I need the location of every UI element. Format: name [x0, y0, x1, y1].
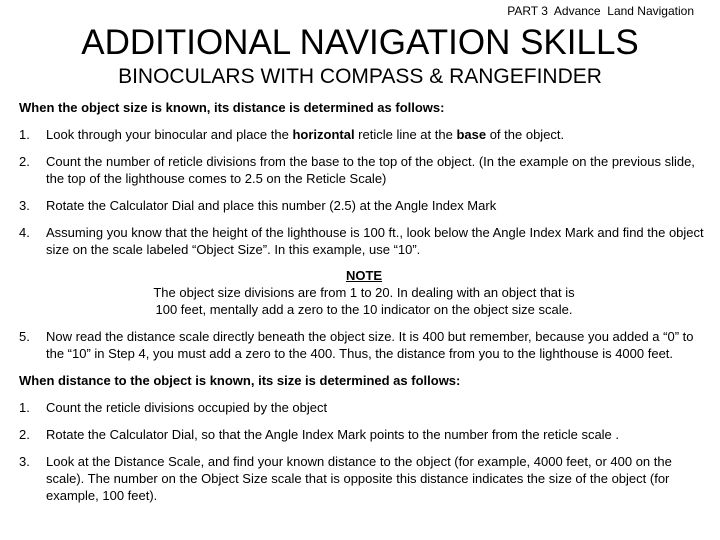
- slide-content: [19, 99, 709, 514]
- item-text: Now read the distance scale directly beneath the object size. It is 400 but remember, because you added a “0” to the “10” in Step 4, you must add a zero to the 400. Thus, the distance from you to the lighthouse is 4000 feet.: [46, 329, 694, 361]
- item-text: Count the reticle divisions occupied by the object: [46, 400, 328, 415]
- item-number: 3.: [19, 454, 30, 469]
- section-heading-known-distance: When distance to the object is known, its size is determined as follows:: [19, 373, 461, 388]
- note-line: 100 feet, mentally add a zero to the 10 indicator on the object size scale.: [155, 302, 573, 317]
- emphasis-horizontal: horizontal: [292, 127, 355, 142]
- item-text: Rotate the Calculator Dial and place this number (2.5) at the Angle Index Mark: [46, 198, 497, 213]
- item-number: 3.: [19, 198, 30, 213]
- note-title: NOTE: [345, 268, 383, 283]
- list-item: [19, 399, 709, 416]
- slide-header: PART 3 Advance Land Navigation: [507, 4, 694, 18]
- item-text: Assuming you know that the height of the lighthouse is 100 ft., look below the Angle Index Mark and find the object size on the scale labeled “Object Size”. In this example, use “10”.: [46, 225, 704, 257]
- item-number: 1.: [19, 400, 30, 415]
- note-line: The object size divisions are from 1 to 20. In dealing with an object that is: [153, 285, 575, 300]
- list-item: [19, 453, 709, 504]
- note-box: [19, 267, 709, 318]
- list-item: [19, 126, 709, 143]
- item-text: Count the number of reticle divisions from the base to the top of the object. (In the example on the previous slide, the top of the lighthouse comes to 2.5 on the Reticle Scale): [46, 154, 695, 186]
- item-number: 1.: [19, 127, 30, 142]
- item-text: Look at the Distance Scale, and find your known distance to the object (for example, 4000 feet, or 400 on the scale). The number on the Object Size scale that is opposite this distance indicates the size of the object (for example, 100 feet).: [46, 454, 672, 503]
- item-number: 5.: [19, 329, 30, 344]
- item-number: 2.: [19, 154, 30, 169]
- slide-title: ADDITIONAL NAVIGATION SKILLS: [81, 23, 639, 62]
- list-item: [19, 426, 709, 443]
- item-number: 4.: [19, 225, 30, 240]
- slide-subtitle: BINOCULARS WITH COMPASS & RANGEFINDER: [118, 65, 602, 88]
- item-text: Look through your binocular and place the horizontal reticle line at the base of the object.: [46, 127, 565, 142]
- emphasis-base: base: [456, 127, 487, 142]
- list-item: [19, 153, 709, 187]
- section-heading-known-size: When the object size is known, its distance is determined as follows:: [19, 100, 445, 115]
- list-item: [19, 328, 709, 362]
- list-item: [19, 197, 709, 214]
- list-item: [19, 224, 709, 258]
- item-number: 2.: [19, 427, 30, 442]
- item-text: Rotate the Calculator Dial, so that the Angle Index Mark points to the number from the reticle scale .: [46, 427, 620, 442]
